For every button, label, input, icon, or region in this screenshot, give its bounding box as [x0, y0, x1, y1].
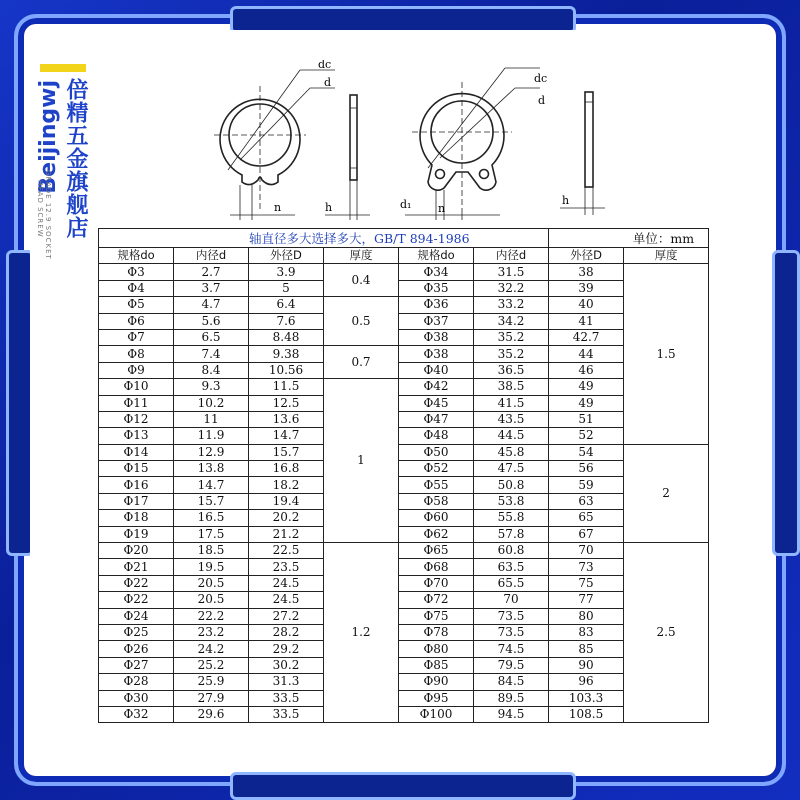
cell-spec: Φ34	[399, 264, 474, 280]
cell-spec: Φ11	[99, 395, 174, 411]
cell-spec: Φ75	[399, 608, 474, 624]
cell-outer-diameter: 9.38	[249, 346, 324, 362]
table-title-cell	[99, 229, 549, 248]
spec-table	[98, 228, 709, 723]
cell-inner-diameter: 2.7	[174, 264, 249, 280]
cell-spec: Φ62	[399, 526, 474, 542]
label-d-left: d	[324, 76, 332, 89]
cell-inner-diameter: 15.7	[174, 493, 249, 509]
cell-outer-diameter: 96	[549, 674, 624, 690]
table-row	[99, 510, 709, 526]
cell-thickness: 1.2	[324, 543, 399, 723]
cell-spec: Φ9	[99, 362, 174, 378]
cell-outer-diameter: 75	[549, 575, 624, 591]
cell-inner-diameter: 18.5	[174, 543, 249, 559]
cell-outer-diameter: 63	[549, 493, 624, 509]
brand-subtext-1: GRADE 12.9 SOCKET	[44, 170, 52, 260]
cell-outer-diameter: 6.4	[249, 297, 324, 313]
cell-inner-diameter: 8.4	[174, 362, 249, 378]
brand-name-cn: 倍精五金旗舰店	[63, 78, 88, 239]
cell-inner-diameter: 25.2	[174, 657, 249, 673]
cell-inner-diameter: 6.5	[174, 329, 249, 345]
cell-inner-diameter: 19.5	[174, 559, 249, 575]
label-d1-right: d₁	[400, 198, 412, 211]
cell-inner-diameter: 70	[474, 592, 549, 608]
brand-accent-bar	[40, 64, 86, 72]
cell-thickness: 2	[624, 444, 709, 542]
cell-spec: Φ28	[99, 674, 174, 690]
cell-inner-diameter: 12.9	[174, 444, 249, 460]
cell-inner-diameter: 24.2	[174, 641, 249, 657]
cell-outer-diameter: 83	[549, 624, 624, 640]
cell-spec: Φ52	[399, 461, 474, 477]
table-row	[99, 428, 709, 444]
cell-outer-diameter: 3.9	[249, 264, 324, 280]
cell-outer-diameter: 41	[549, 313, 624, 329]
spec-table-body	[99, 229, 709, 723]
ring-drawing-left	[214, 70, 370, 220]
cell-outer-diameter: 10.56	[249, 362, 324, 378]
table-title-row	[99, 229, 709, 248]
cell-spec: Φ35	[399, 280, 474, 296]
table-row	[99, 641, 709, 657]
cell-spec: Φ80	[399, 641, 474, 657]
cell-inner-diameter: 11.9	[174, 428, 249, 444]
table-title: 轴直径多大选择多大，GB/T 894-1986	[249, 230, 470, 246]
cell-spec: Φ18	[99, 510, 174, 526]
cell-inner-diameter: 38.5	[474, 379, 549, 395]
brand-name-en: Beijingwj	[36, 80, 61, 194]
cell-inner-diameter: 74.5	[474, 641, 549, 657]
cell-outer-diameter: 54	[549, 444, 624, 460]
table-row	[99, 411, 709, 427]
cell-spec: Φ40	[399, 362, 474, 378]
col-header: 内径d	[174, 248, 249, 264]
cell-outer-diameter: 24.5	[249, 592, 324, 608]
table-row	[99, 444, 709, 460]
cell-outer-diameter: 73	[549, 559, 624, 575]
cell-outer-diameter: 15.7	[249, 444, 324, 460]
cell-spec: Φ60	[399, 510, 474, 526]
cell-inner-diameter: 27.9	[174, 690, 249, 706]
cell-inner-diameter: 17.5	[174, 526, 249, 542]
table-row	[99, 543, 709, 559]
cell-inner-diameter: 25.9	[174, 674, 249, 690]
cell-outer-diameter: 31.3	[249, 674, 324, 690]
cell-spec: Φ17	[99, 493, 174, 509]
cell-inner-diameter: 84.5	[474, 674, 549, 690]
cell-outer-diameter: 23.5	[249, 559, 324, 575]
cell-outer-diameter: 29.2	[249, 641, 324, 657]
cell-outer-diameter: 12.5	[249, 395, 324, 411]
cell-inner-diameter: 55.8	[474, 510, 549, 526]
cell-spec: Φ25	[99, 624, 174, 640]
cell-spec: Φ68	[399, 559, 474, 575]
table-row	[99, 706, 709, 722]
cell-thickness: 0.7	[324, 346, 399, 379]
cell-spec: Φ70	[399, 575, 474, 591]
cell-inner-diameter: 9.3	[174, 379, 249, 395]
cell-spec: Φ26	[99, 641, 174, 657]
cell-spec: Φ65	[399, 543, 474, 559]
cell-inner-diameter: 43.5	[474, 411, 549, 427]
cell-outer-diameter: 20.2	[249, 510, 324, 526]
table-header-row	[99, 248, 709, 264]
cell-inner-diameter: 45.8	[474, 444, 549, 460]
table-row	[99, 379, 709, 395]
cell-inner-diameter: 29.6	[174, 706, 249, 722]
table-row	[99, 674, 709, 690]
cell-spec: Φ7	[99, 329, 174, 345]
cell-thickness: 2.5	[624, 543, 709, 723]
cell-outer-diameter: 46	[549, 362, 624, 378]
cell-inner-diameter: 79.5	[474, 657, 549, 673]
cell-outer-diameter: 65	[549, 510, 624, 526]
cell-outer-diameter: 80	[549, 608, 624, 624]
cell-outer-diameter: 51	[549, 411, 624, 427]
table-row	[99, 461, 709, 477]
cell-outer-diameter: 19.4	[249, 493, 324, 509]
cell-spec: Φ24	[99, 608, 174, 624]
cell-spec: Φ5	[99, 297, 174, 313]
cell-outer-diameter: 14.7	[249, 428, 324, 444]
cell-outer-diameter: 21.2	[249, 526, 324, 542]
cell-spec: Φ90	[399, 674, 474, 690]
cell-spec: Φ58	[399, 493, 474, 509]
table-row	[99, 657, 709, 673]
col-header: 厚度	[324, 248, 399, 264]
cell-outer-diameter: 33.5	[249, 706, 324, 722]
cell-inner-diameter: 94.5	[474, 706, 549, 722]
cell-inner-diameter: 35.2	[474, 329, 549, 345]
cell-outer-diameter: 22.5	[249, 543, 324, 559]
cell-inner-diameter: 20.5	[174, 592, 249, 608]
col-header: 外径D	[249, 248, 324, 264]
table-row	[99, 264, 709, 280]
ring-drawing-right	[405, 68, 605, 220]
cell-spec: Φ48	[399, 428, 474, 444]
col-header: 规格do	[99, 248, 174, 264]
label-h-right: h	[562, 194, 570, 207]
cell-inner-diameter: 20.5	[174, 575, 249, 591]
cell-inner-diameter: 11	[174, 411, 249, 427]
cell-outer-diameter: 16.8	[249, 461, 324, 477]
cell-spec: Φ20	[99, 543, 174, 559]
cell-thickness: 1.5	[624, 264, 709, 444]
col-header: 规格do	[399, 248, 474, 264]
cell-outer-diameter: 59	[549, 477, 624, 493]
cell-spec: Φ42	[399, 379, 474, 395]
cell-inner-diameter: 35.2	[474, 346, 549, 362]
col-header: 厚度	[624, 248, 709, 264]
cell-inner-diameter: 3.7	[174, 280, 249, 296]
cell-inner-diameter: 89.5	[474, 690, 549, 706]
cell-inner-diameter: 50.8	[474, 477, 549, 493]
cell-spec: Φ72	[399, 592, 474, 608]
label-h-left: h	[325, 201, 333, 214]
cell-spec: Φ22	[99, 575, 174, 591]
cell-thickness: 0.4	[324, 264, 399, 297]
cell-inner-diameter: 57.8	[474, 526, 549, 542]
cell-inner-diameter: 36.5	[474, 362, 549, 378]
table-row	[99, 297, 709, 313]
cell-outer-diameter: 77	[549, 592, 624, 608]
cell-inner-diameter: 13.8	[174, 461, 249, 477]
cell-outer-diameter: 90	[549, 657, 624, 673]
frame-tab-right	[772, 250, 800, 556]
cell-thickness: 1	[324, 379, 399, 543]
cell-outer-diameter: 7.6	[249, 313, 324, 329]
cell-spec: Φ14	[99, 444, 174, 460]
cell-spec: Φ13	[99, 428, 174, 444]
cell-spec: Φ16	[99, 477, 174, 493]
cell-outer-diameter: 40	[549, 297, 624, 313]
cell-outer-diameter: 5	[249, 280, 324, 296]
table-row	[99, 493, 709, 509]
brand-subtext-2: HEAD SCREW	[36, 180, 44, 238]
cell-spec: Φ3	[99, 264, 174, 280]
table-row	[99, 526, 709, 542]
cell-outer-diameter: 44	[549, 346, 624, 362]
cell-spec: Φ55	[399, 477, 474, 493]
cell-outer-diameter: 85	[549, 641, 624, 657]
cell-inner-diameter: 14.7	[174, 477, 249, 493]
cell-inner-diameter: 32.2	[474, 280, 549, 296]
col-header: 内径d	[474, 248, 549, 264]
cell-outer-diameter: 67	[549, 526, 624, 542]
cell-outer-diameter: 42.7	[549, 329, 624, 345]
cell-spec: Φ10	[99, 379, 174, 395]
cell-spec: Φ100	[399, 706, 474, 722]
cell-inner-diameter: 4.7	[174, 297, 249, 313]
table-row	[99, 395, 709, 411]
label-d-right: d	[538, 94, 546, 107]
cell-inner-diameter: 44.5	[474, 428, 549, 444]
cell-outer-diameter: 33.5	[249, 690, 324, 706]
table-row	[99, 346, 709, 362]
cell-spec: Φ4	[99, 280, 174, 296]
label-n-left: n	[274, 201, 282, 214]
cell-spec: Φ95	[399, 690, 474, 706]
cell-inner-diameter: 22.2	[174, 608, 249, 624]
cell-outer-diameter: 38	[549, 264, 624, 280]
cell-spec: Φ45	[399, 395, 474, 411]
table-row	[99, 575, 709, 591]
label-dc-left: dc	[318, 60, 332, 71]
cell-spec: Φ27	[99, 657, 174, 673]
cell-outer-diameter: 8.48	[249, 329, 324, 345]
cell-outer-diameter: 18.2	[249, 477, 324, 493]
cell-inner-diameter: 65.5	[474, 575, 549, 591]
cell-inner-diameter: 73.5	[474, 624, 549, 640]
cell-outer-diameter: 103.3	[549, 690, 624, 706]
cell-inner-diameter: 16.5	[174, 510, 249, 526]
label-dc-right: dc	[534, 72, 548, 85]
cell-spec: Φ38	[399, 346, 474, 362]
cell-spec: Φ22	[99, 592, 174, 608]
cell-outer-diameter: 13.6	[249, 411, 324, 427]
table-row	[99, 362, 709, 378]
cell-outer-diameter: 27.2	[249, 608, 324, 624]
cell-spec: Φ36	[399, 297, 474, 313]
cell-inner-diameter: 73.5	[474, 608, 549, 624]
cell-spec: Φ8	[99, 346, 174, 362]
cell-spec: Φ37	[399, 313, 474, 329]
table-row	[99, 329, 709, 345]
cell-outer-diameter: 56	[549, 461, 624, 477]
cell-outer-diameter: 11.5	[249, 379, 324, 395]
col-header: 外径D	[549, 248, 624, 264]
cell-outer-diameter: 49	[549, 379, 624, 395]
cell-inner-diameter: 23.2	[174, 624, 249, 640]
cell-inner-diameter: 53.8	[474, 493, 549, 509]
cell-outer-diameter: 49	[549, 395, 624, 411]
cell-spec: Φ38	[399, 329, 474, 345]
cell-outer-diameter: 39	[549, 280, 624, 296]
table-row	[99, 477, 709, 493]
table-row	[99, 313, 709, 329]
cell-inner-diameter: 63.5	[474, 559, 549, 575]
cell-spec: Φ32	[99, 706, 174, 722]
cell-spec: Φ50	[399, 444, 474, 460]
table-row	[99, 608, 709, 624]
cell-spec: Φ15	[99, 461, 174, 477]
cell-outer-diameter: 24.5	[249, 575, 324, 591]
table-unit: 单位：mm	[549, 229, 709, 248]
cell-spec: Φ19	[99, 526, 174, 542]
cell-inner-diameter: 47.5	[474, 461, 549, 477]
table-row	[99, 624, 709, 640]
cell-spec: Φ78	[399, 624, 474, 640]
cell-spec: Φ21	[99, 559, 174, 575]
cell-inner-diameter: 41.5	[474, 395, 549, 411]
cell-outer-diameter: 28.2	[249, 624, 324, 640]
cell-outer-diameter: 70	[549, 543, 624, 559]
cell-spec: Φ6	[99, 313, 174, 329]
cell-spec: Φ85	[399, 657, 474, 673]
frame-tab-bottom	[230, 772, 576, 800]
cell-inner-diameter: 60.8	[474, 543, 549, 559]
table-row	[99, 559, 709, 575]
cell-inner-diameter: 5.6	[174, 313, 249, 329]
cell-spec: Φ12	[99, 411, 174, 427]
table-row	[99, 592, 709, 608]
cell-outer-diameter: 30.2	[249, 657, 324, 673]
cell-inner-diameter: 33.2	[474, 297, 549, 313]
table-row	[99, 280, 709, 296]
cell-inner-diameter: 34.2	[474, 313, 549, 329]
table-row	[99, 690, 709, 706]
retaining-ring-diagram	[200, 60, 620, 225]
label-n-right: n	[438, 202, 446, 215]
cell-inner-diameter: 7.4	[174, 346, 249, 362]
cell-outer-diameter: 52	[549, 428, 624, 444]
cell-inner-diameter: 31.5	[474, 264, 549, 280]
cell-thickness: 0.5	[324, 297, 399, 346]
cell-inner-diameter: 10.2	[174, 395, 249, 411]
cell-outer-diameter: 108.5	[549, 706, 624, 722]
cell-spec: Φ30	[99, 690, 174, 706]
cell-spec: Φ47	[399, 411, 474, 427]
